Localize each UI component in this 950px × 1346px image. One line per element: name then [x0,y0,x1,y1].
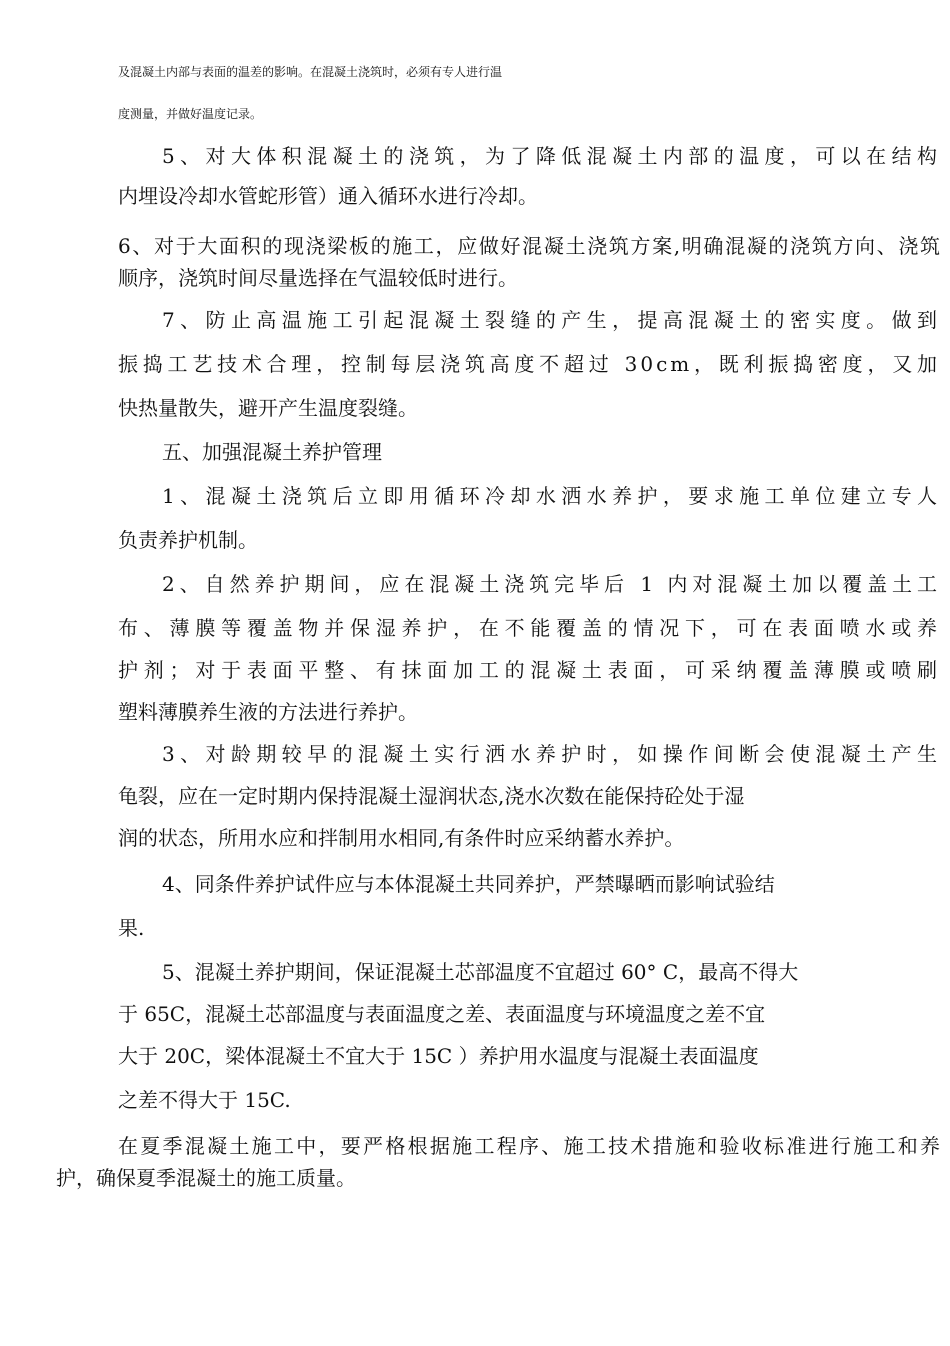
text-line-11: 1、混凝土浇筑后立即用循环冷却水洒水养护，要求施工单位建立专人 [162,484,940,508]
text-line-18: 龟裂，应在一定时期内保持混凝土湿润状态,浇水次数在能保持砼处于湿 [118,784,745,808]
section-heading-5: 五、加强混凝土养护管理 [162,440,382,464]
text-line-27: 护，确保夏季混凝土的施工质量。 [56,1166,356,1190]
text-line-4: 内埋设冷却水管蛇形管）通入循环水进行冷却。 [118,184,538,208]
text-line-19: 润的状态，所用水应和拌制用水相同,有条件时应采纳蓄水养护。 [118,826,685,850]
text-line-13: 2、自然养护期间，应在混凝土浇筑完毕后 1 内对混凝土加以覆盖土工 [162,572,940,596]
text-line-12: 负责养护机制。 [118,528,258,552]
text-line-17: 3、对龄期较早的混凝土实行洒水养护时，如操作间断会使混凝土产生 [162,742,940,766]
text-line-26: 在夏季混凝土施工中，要严格根据施工程序、施工技术措施和验收标准进行施工和养 [118,1134,940,1158]
text-line-9: 快热量散失，避开产生温度裂缝。 [118,396,418,420]
text-line-5: 6、对于大面积的现浇梁板的施工，应做好混凝土浇筑方案,明确混凝的浇筑方向、浇筑 [118,234,940,258]
text-line-15: 护剂；对于表面平整、有抹面加工的混凝土表面，可采纳覆盖薄膜或喷刷 [118,658,940,682]
text-line-14: 布、薄膜等覆盖物并保湿养护，在不能覆盖的情况下，可在表面喷水或养 [118,616,940,640]
text-line-25: 之差不得大于 15C. [118,1088,291,1112]
text-line-8: 振捣工艺技术合理，控制每层浇筑高度不超过 30cm，既利振捣密度，又加 [118,352,940,376]
text-line-3: 5、对大体积混凝土的浇筑，为了降低混凝土内部的温度，可以在结构 [162,144,940,168]
text-line-24: 大于 20C，梁体混凝土不宜大于 15C ）养护用水温度与混凝土表面温度 [118,1044,759,1068]
text-line-2: 度测量，并做好温度记录。 [118,107,263,121]
text-line-7: 7、防止高温施工引起混凝土裂缝的产生，提高混凝土的密实度。做到 [162,308,940,332]
text-line-1: 及混凝土内部与表面的温差的影响。在混凝土浇筑时，必须有专人进行温 [118,65,503,79]
text-line-22: 5、混凝土养护期间，保证混凝土芯部温度不宜超过 60° C，最高不得大 [162,960,799,984]
text-line-20: 4、同条件养护试件应与本体混凝土共同养护，严禁曝晒而影响试验结 [162,872,775,896]
text-line-23: 于 65C，混凝土芯部温度与表面温度之差、表面温度与环境温度之差不宜 [118,1002,766,1026]
text-line-21: 果. [118,916,145,940]
text-line-16: 塑料薄膜养生液的方法进行养护。 [118,700,418,724]
text-line-6: 顺序，浇筑时间尽量选择在气温较低时进行。 [118,266,518,290]
